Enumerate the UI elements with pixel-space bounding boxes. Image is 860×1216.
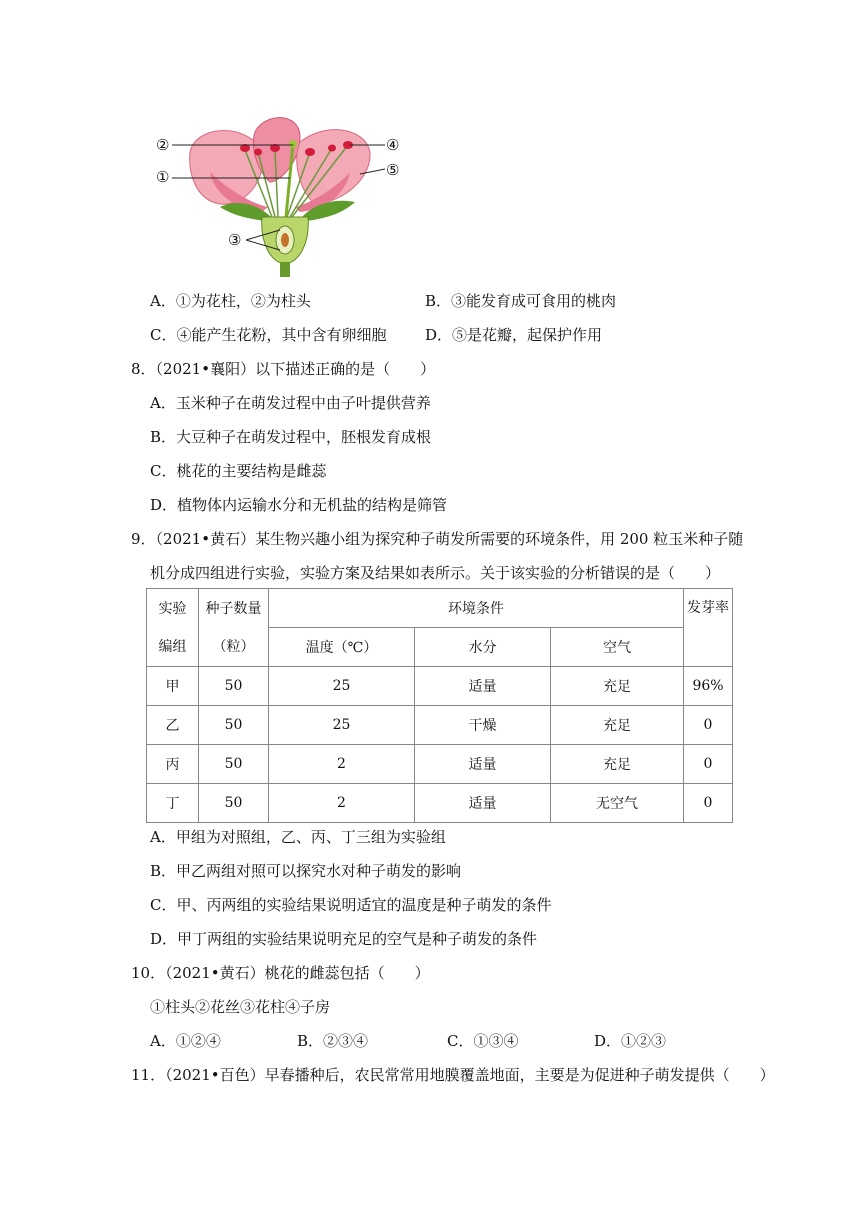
q8-option-d: D．植物体内运输水分和无机盐的结构是筛管 <box>150 496 448 514</box>
callout-5: ⑤ <box>386 161 400 179</box>
cell-count: 50 <box>199 784 269 823</box>
cell-group: 丁 <box>147 784 199 823</box>
q10-option-a: A．①②④ <box>150 1032 221 1050</box>
cell-temp: 25 <box>269 667 415 706</box>
cell-water: 适量 <box>415 667 551 706</box>
q9-option-c: C．甲、丙两组的实验结果说明适宜的温度是种子萌发的条件 <box>150 896 552 914</box>
cell-air: 充足 <box>551 667 684 706</box>
header-germination-rate: 发芽率 <box>684 589 733 667</box>
cell-rate: 96% <box>684 667 733 706</box>
table-row <box>147 667 733 706</box>
q9-stem-line2: 机分成四组进行实验，实验方案及结果如表所示。关于该实验的分析错误的是（ ） <box>150 564 721 582</box>
table-row <box>147 706 733 745</box>
q10-option-d: D．①②③ <box>594 1032 667 1050</box>
q11-stem: 11．（2021•百色）早春播种后，农民常常用地膜覆盖地面，主要是为促进种子萌发提供（ ） <box>131 1066 775 1084</box>
q10-stem: 10．（2021•黄石）桃花的雌蕊包括（ ） <box>131 964 430 982</box>
cell-count: 50 <box>199 745 269 784</box>
header-temperature: 温度（℃） <box>269 628 415 667</box>
header-environment: 环境条件 <box>269 589 684 628</box>
experiment-table <box>146 588 733 823</box>
q10-option-c: C．①③④ <box>447 1032 519 1050</box>
cell-rate: 0 <box>684 745 733 784</box>
header-group: 实验 编组 <box>147 589 199 667</box>
q10-items: ①柱头②花丝③花柱④子房 <box>150 998 331 1016</box>
q9-option-d: D．甲丁两组的实验结果说明充足的空气是种子萌发的条件 <box>150 930 538 948</box>
callout-1: ① <box>156 168 170 186</box>
cell-air: 充足 <box>551 706 684 745</box>
q9-stem-line1: 9．（2021•黄石）某生物兴趣小组为探究种子萌发所需要的环境条件，用 200 粒玉米种子随 <box>131 530 744 548</box>
header-water: 水分 <box>415 628 551 667</box>
flower-diagram <box>150 112 410 277</box>
q10-option-b: B．②③④ <box>297 1032 369 1050</box>
q7-option-d: D．⑤是花瓣，起保护作用 <box>425 326 603 344</box>
cell-rate: 0 <box>684 784 733 823</box>
q8-option-b: B．大豆种子在萌发过程中，胚根发育成根 <box>150 428 432 446</box>
callout-4: ④ <box>386 136 400 154</box>
callout-3: ③ <box>228 231 242 249</box>
cell-air: 无空气 <box>551 784 684 823</box>
cell-count: 50 <box>199 667 269 706</box>
q7-option-c: C．④能产生花粉，其中含有卵细胞 <box>150 326 387 344</box>
q8-option-a: A．玉米种子在萌发过程中由子叶提供营养 <box>150 394 431 412</box>
q9-option-b: B．甲乙两组对照可以探究水对种子萌发的影响 <box>150 862 462 880</box>
q7-option-a: A．①为花柱，②为柱头 <box>150 292 311 310</box>
cell-temp: 2 <box>269 745 415 784</box>
peach-flower-illustration <box>150 112 410 277</box>
cell-rate: 0 <box>684 706 733 745</box>
table-row <box>147 784 733 823</box>
q9-option-a: A．甲组为对照组，乙、丙、丁三组为实验组 <box>150 828 446 846</box>
cell-group: 甲 <box>147 667 199 706</box>
callout-2: ② <box>156 136 170 154</box>
cell-water: 适量 <box>415 784 551 823</box>
header-air: 空气 <box>551 628 684 667</box>
cell-water: 干燥 <box>415 706 551 745</box>
cell-group: 乙 <box>147 706 199 745</box>
cell-group: 丙 <box>147 745 199 784</box>
cell-temp: 2 <box>269 784 415 823</box>
q7-option-b: B．③能发育成可食用的桃肉 <box>425 292 617 310</box>
cell-count: 50 <box>199 706 269 745</box>
cell-water: 适量 <box>415 745 551 784</box>
q8-option-c: C．桃花的主要结构是雌蕊 <box>150 462 327 480</box>
header-seed-count: 种子数量 （粒） <box>199 589 269 667</box>
table-row <box>147 745 733 784</box>
q8-stem: 8．（2021•襄阳）以下描述正确的是（ ） <box>131 360 436 378</box>
cell-temp: 25 <box>269 706 415 745</box>
cell-air: 充足 <box>551 745 684 784</box>
